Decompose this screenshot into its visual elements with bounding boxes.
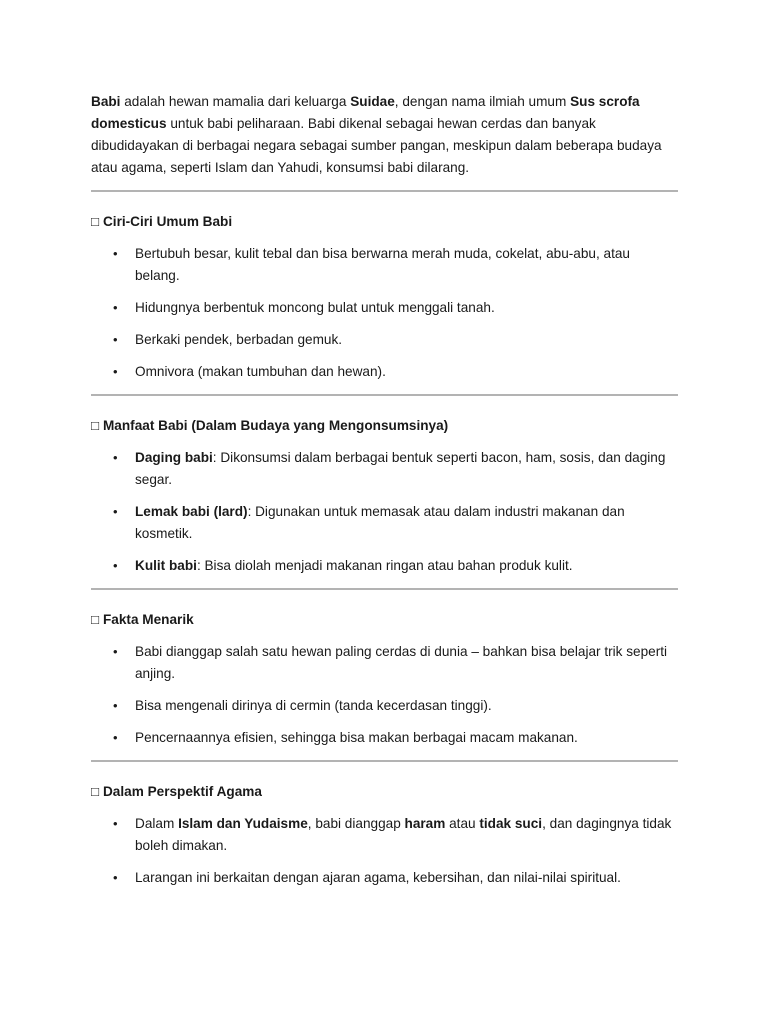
bullet-icon: • <box>113 246 118 261</box>
list-ciri-ciri <box>91 243 678 383</box>
section-heading-agama: □ Dalam Perspektif Agama <box>91 784 262 799</box>
bullet-icon: • <box>113 300 118 315</box>
section-heading-manfaat: □ Manfaat Babi (Dalam Budaya yang Mengonsumsinya) <box>91 418 449 433</box>
bullet-icon: • <box>113 504 118 519</box>
list-item: • Bertubuh besar, kulit tebal dan bisa berwarna merah muda, cokelat, abu-abu, atau belang. <box>135 243 678 287</box>
list-item: • Berkaki pendek, berbadan gemuk. <box>135 329 678 351</box>
list-item: • Bisa mengenali dirinya di cermin (tanda kecerdasan tinggi). <box>135 695 678 717</box>
section-heading-ciri-ciri: □ Ciri-Ciri Umum Babi <box>91 214 233 229</box>
bullet-icon: • <box>113 332 118 347</box>
bullet-icon: • <box>113 364 118 379</box>
list-item: • Hidungnya berbentuk moncong bulat untuk menggali tanah. <box>135 297 678 319</box>
bullet-icon: • <box>113 730 118 745</box>
list-agama <box>91 813 678 889</box>
list-item: • Kulit babi: Bisa diolah menjadi makanan ringan atau bahan produk kulit. <box>135 555 678 577</box>
bullet-icon: • <box>113 644 118 659</box>
list-item: • Babi dianggap salah satu hewan paling cerdas di dunia – bahkan bisa belajar trik seperti anjing. <box>135 641 678 685</box>
bullet-icon: • <box>113 870 118 885</box>
list-manfaat <box>91 447 678 577</box>
bullet-icon: • <box>113 558 118 573</box>
term-babi: Babi <box>91 94 121 109</box>
list-item: • Dalam Islam dan Yudaisme, babi dianggap haram atau tidak suci, dan dagingnya tidak boleh dimakan. <box>135 813 678 857</box>
list-item: • Pencernaannya efisien, sehingga bisa makan berbagai macam makanan. <box>135 727 678 749</box>
section-divider <box>91 760 678 762</box>
term-scientific-name: Sus scrofa domesticus <box>91 94 640 131</box>
term-suidae: Suidae <box>350 94 395 109</box>
intro-paragraph: Babi adalah hewan mamalia dari keluarga Suidae, dengan nama ilmiah umum Sus scrofa domesticus untuk babi peliharaan. Babi dikenal sebagai hewan cerdas dan banyak dibudidayakan di berbagai negara sebagai sumber pangan, meskipun dalam beberapa budaya atau agama, seperti Islam dan Yahudi, konsumsi babi dilarang. <box>91 94 662 175</box>
list-fakta <box>91 641 678 749</box>
section-divider <box>91 190 678 192</box>
bullet-icon: • <box>113 698 118 713</box>
list-item: • Daging babi: Dikonsumsi dalam berbagai bentuk seperti bacon, ham, sosis, dan daging segar. <box>135 447 678 491</box>
bullet-icon: • <box>113 450 118 465</box>
list-item: • Larangan ini berkaitan dengan ajaran agama, kebersihan, dan nilai-nilai spiritual. <box>135 867 678 889</box>
list-item: • Omnivora (makan tumbuhan dan hewan). <box>135 361 678 383</box>
bullet-icon: • <box>113 816 118 831</box>
section-divider <box>91 394 678 396</box>
section-divider <box>91 588 678 590</box>
section-heading-fakta: □ Fakta Menarik <box>91 612 194 627</box>
list-item: • Lemak babi (lard): Digunakan untuk memasak atau dalam industri makanan dan kosmetik. <box>135 501 678 545</box>
